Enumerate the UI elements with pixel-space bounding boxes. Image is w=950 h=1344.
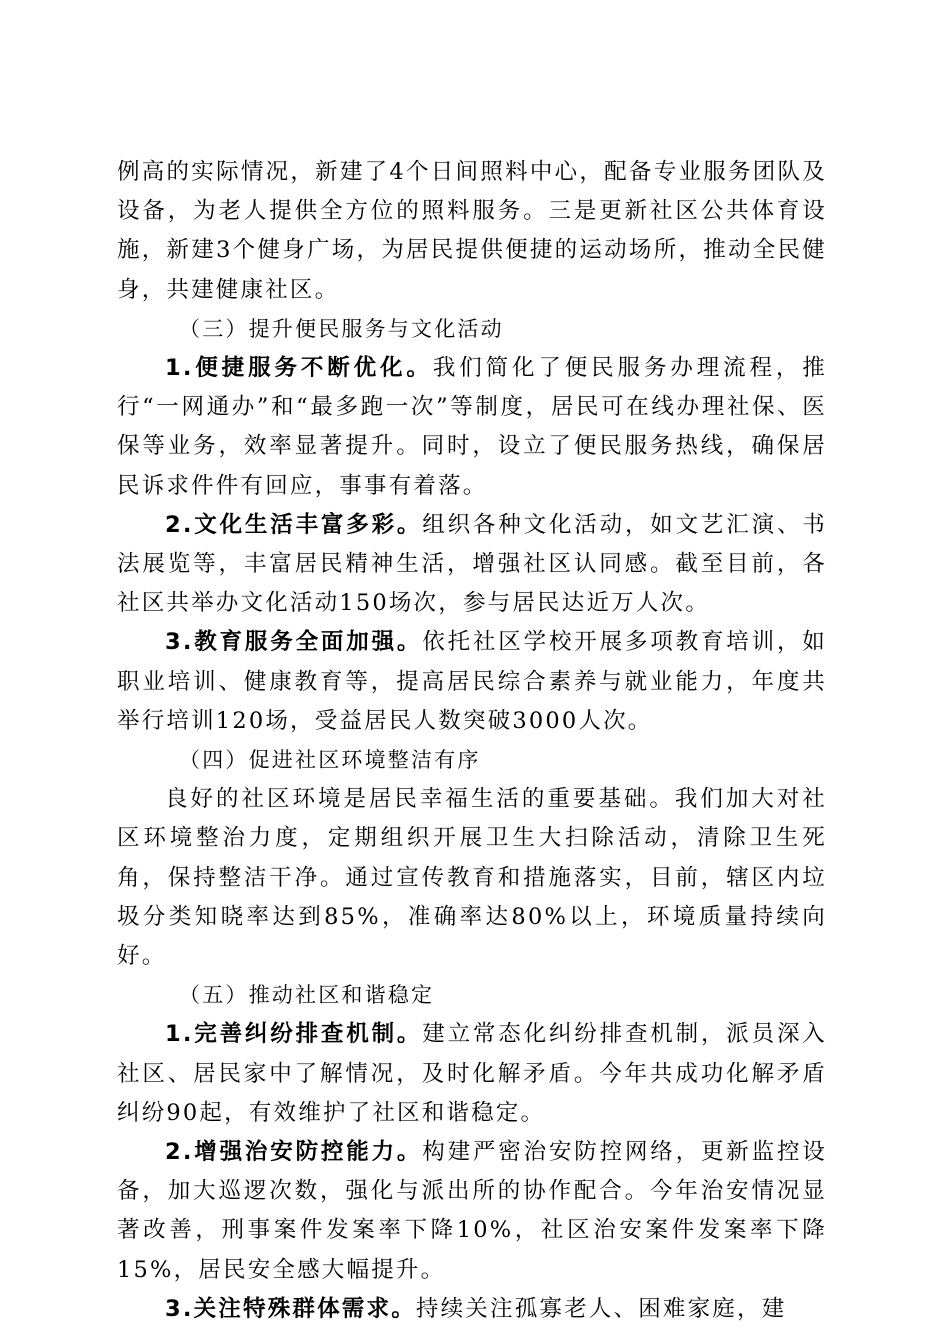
paragraph-lead: 2.文化生活丰富多彩。 (165, 511, 423, 538)
paragraph-lead: 1.完善纠纷排查机制。 (165, 1021, 423, 1048)
paragraph-lead: 3.教育服务全面加强。 (165, 629, 423, 656)
paragraph-text: 建立常态化纠纷排查机制，派员深入社区、居民家中了解情况，及时化解矛盾。今年共成功化解矛盾纠纷90起，有效维护了社区和谐稳定。 (117, 1021, 828, 1126)
paragraph-lead: 3.关注特殊群体需求。 (165, 1295, 416, 1322)
paragraph-lead: 2.增强治安防控能力。 (165, 1139, 423, 1166)
numbered-paragraph (117, 506, 827, 624)
numbered-paragraph (117, 349, 827, 506)
paragraph-text: 构建严密治安防控网络，更新监控设备，加大巡逻次数，强化与派出所的协作配合。今年治安情况显著改善，刑事案件发案率下降10%，社区治安案件发案率下降15%，居民安全感大幅提升。 (117, 1139, 828, 1283)
paragraph-text: 依托社区学校开展多项教育培训，如职业培训、健康教育等，提高居民综合素养与就业能力，年度共举行培训120场，受益居民人数突破3000人次。 (117, 629, 828, 734)
numbered-paragraph (117, 623, 827, 741)
paragraph-text: 组织各种文化活动，如文艺汇演、书法展览等，丰富居民精神生活，增强社区认同感。截至目前，各社区共举办文化活动150场次，参与居民达近万人次。 (117, 511, 828, 617)
paragraph-text: 我们简化了便民服务办理流程，推行“一网通办”和“最多跑一次”等制度，居民可在线办理社保、医保等业务，效率显著提升。同时，设立了便民服务热线，确保居民诉求件件有回应，事事有着落。 (117, 355, 827, 499)
section-heading-5: （五）推动社区和谐稳定 (179, 983, 435, 1008)
section-heading-4: （四）促进社区环境整洁有序 (179, 748, 481, 773)
paragraph-lead: 1.便捷服务不断优化。 (165, 355, 433, 382)
numbered-paragraph (117, 1015, 827, 1133)
section-heading-3: （三）提升便民服务与文化活动 (179, 316, 504, 341)
numbered-paragraph (117, 1290, 827, 1329)
body-paragraph: 例高的实际情况，新建了4个日间照料中心，配备专业服务团队及设备，为老人提供全方位的照料服务。三是更新社区公共体育设施，新建3个健身广场，为居民提供便捷的运动场所，推动全民健身，共建健康社区。 (117, 159, 827, 303)
document-body (117, 153, 827, 1329)
body-paragraph: 良好的社区环境是居民幸福生活的重要基础。我们加大对社区环境整治力度，定期组织开展卫生大扫除活动，清除卫生死角，保持整洁干净。通过宣传教育和措施落实，目前，辖区内垃圾分类知晓率达到85%，准确率达80%以上，环境质量持续向好。 (117, 786, 827, 970)
numbered-paragraph (117, 1133, 827, 1290)
paragraph-text: 持续关注孤寡老人、困难家庭，建 (415, 1295, 787, 1322)
